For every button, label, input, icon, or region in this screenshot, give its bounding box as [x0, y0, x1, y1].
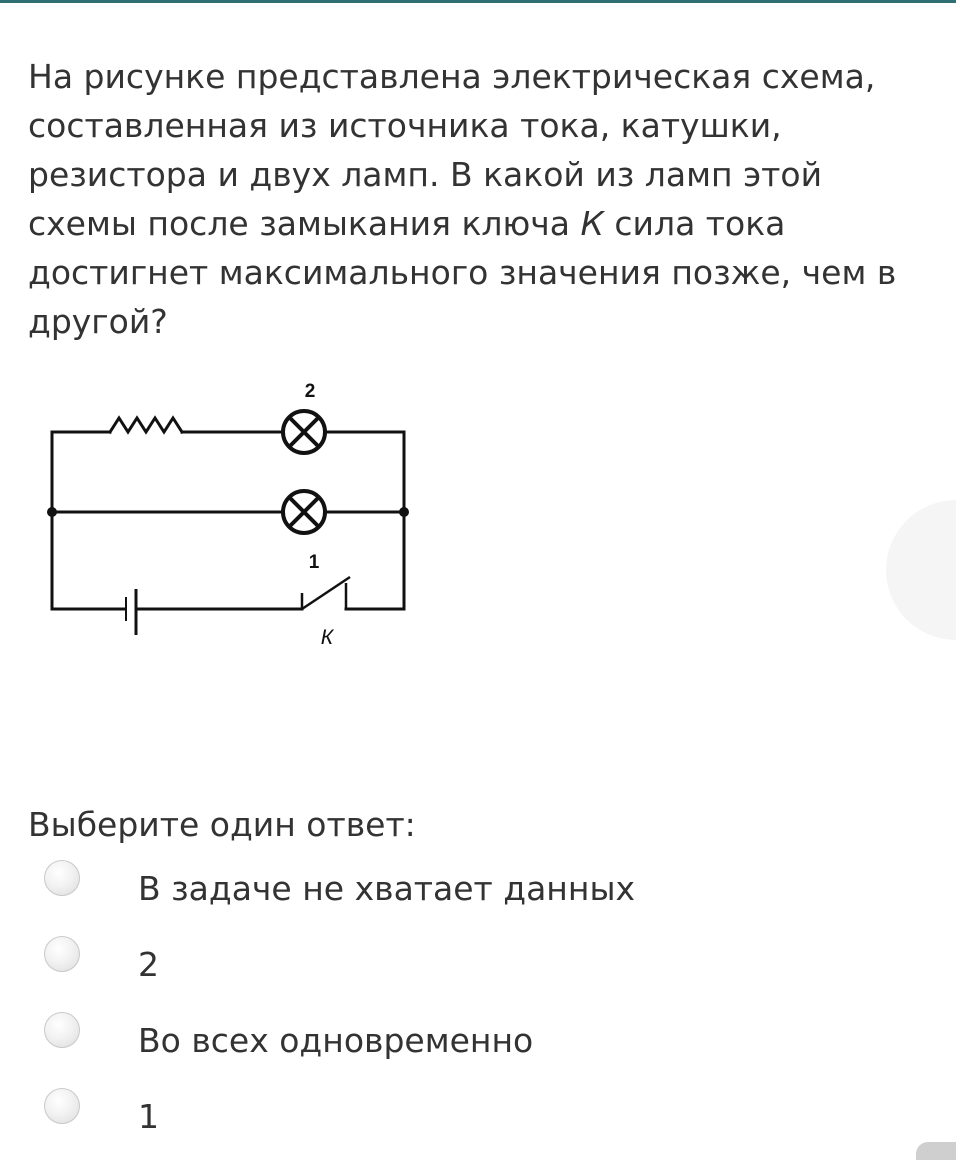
question-text-part-2: сила тока достигнет максимального значения позже, чем в другой?	[28, 204, 897, 341]
junction-right	[399, 507, 409, 517]
radio-button-icon[interactable]	[44, 860, 80, 896]
answer-prompt: Выберите один ответ:	[28, 805, 416, 844]
answer-option-3[interactable]	[0, 1008, 900, 1074]
switch-icon	[302, 577, 350, 609]
radio-button-icon[interactable]	[44, 1012, 80, 1048]
answer-label[interactable]: Во всех одновременно	[138, 1021, 534, 1060]
junction-left	[47, 507, 57, 517]
answer-option-1[interactable]	[0, 856, 900, 922]
corner-scroll-button[interactable]	[916, 1142, 956, 1160]
question-variable-k: К	[580, 204, 604, 243]
question-text-part-1: На рисунке представлена электрическая схема, составленная из источника тока, катушки, резистора и двух ламп. В какой из ламп этой схемы после замыкания ключа	[28, 57, 876, 243]
lamp-2-icon	[283, 411, 325, 453]
answer-label[interactable]: 2	[138, 945, 159, 984]
circuit-diagram	[40, 372, 420, 662]
question-text	[28, 52, 928, 346]
battery-icon	[126, 589, 136, 635]
radio-button-icon[interactable]	[44, 936, 80, 972]
answer-label[interactable]: 1	[138, 1097, 159, 1136]
floating-edge-button[interactable]	[886, 500, 956, 640]
answer-option-2[interactable]	[0, 932, 900, 998]
switch-label: К	[320, 626, 334, 649]
lamp-2-label: 2	[304, 381, 316, 402]
lamp-1-icon	[283, 491, 325, 533]
lamp-1-label: 1	[308, 552, 320, 573]
radio-button-icon[interactable]	[44, 1088, 80, 1124]
resistor-coil	[110, 418, 182, 432]
top-accent-bar	[0, 0, 956, 3]
answer-option-4[interactable]	[0, 1084, 900, 1150]
answer-label[interactable]: В задаче не хватает данных	[138, 869, 636, 908]
